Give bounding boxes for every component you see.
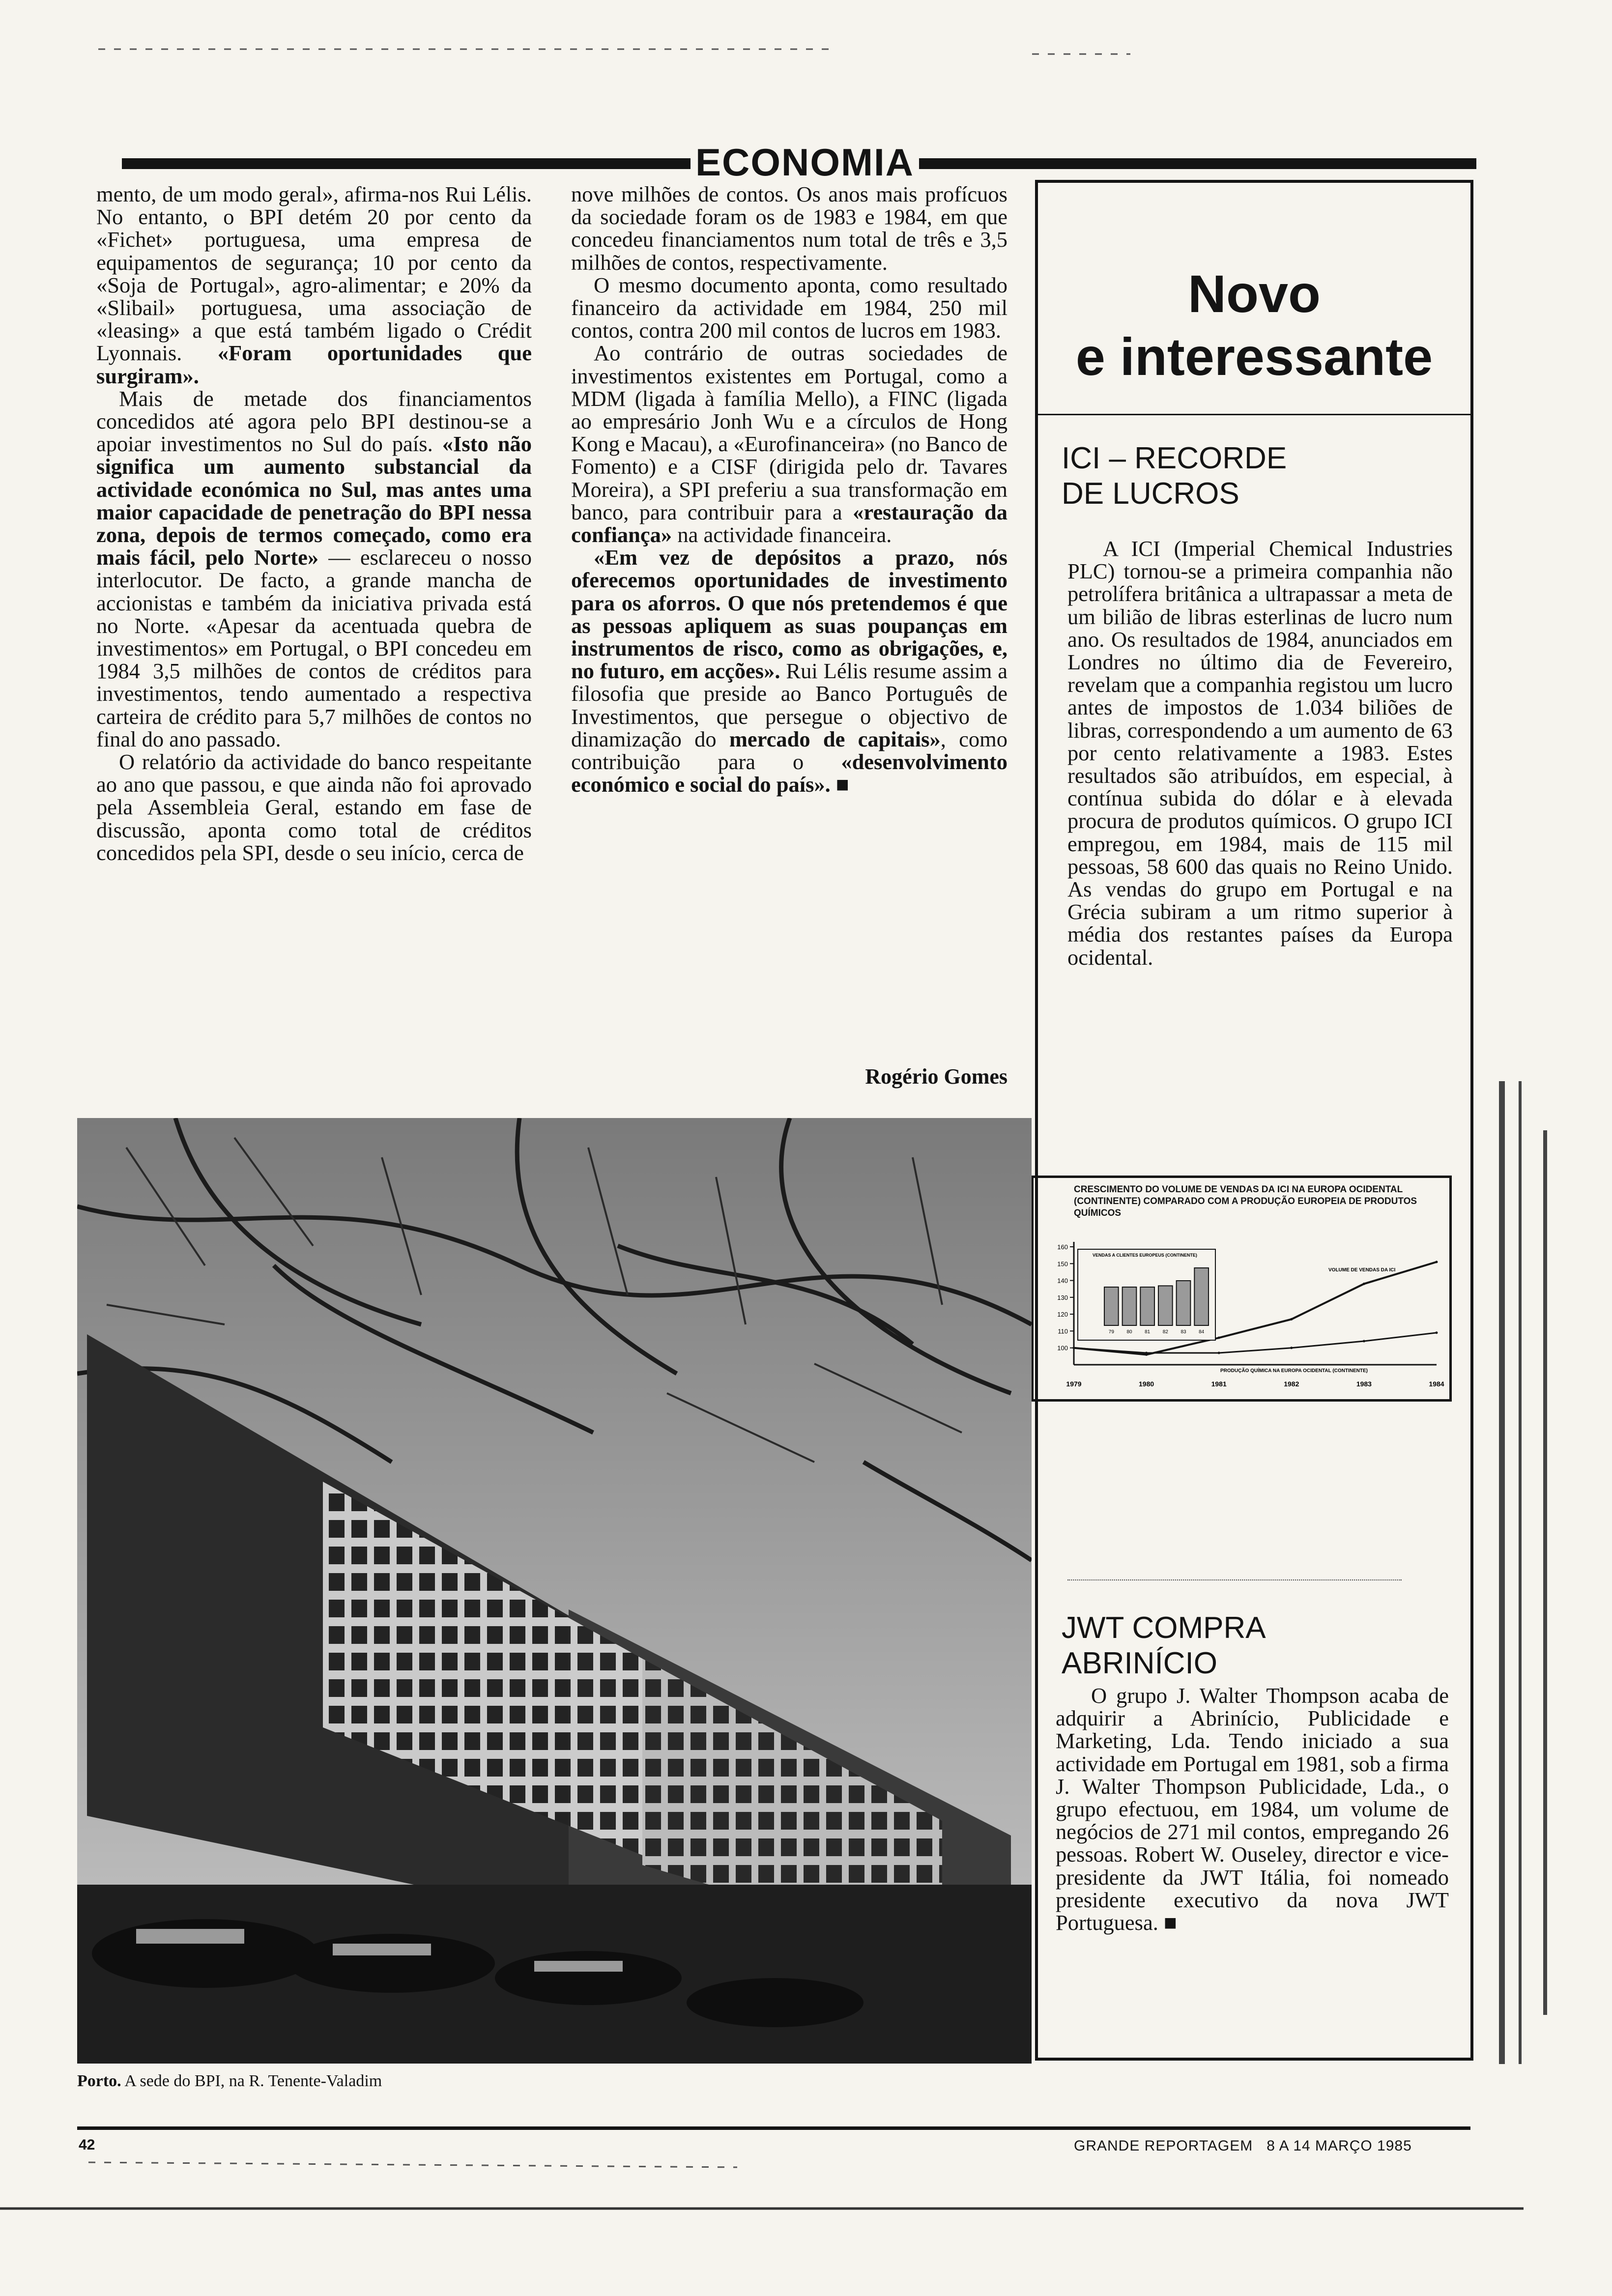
chart-point — [1363, 1340, 1365, 1343]
inset-title: VENDAS A CLIENTES EUROPEUS (CONTINENTE) — [1093, 1253, 1197, 1258]
sidebar-title-line2: e interessante — [1075, 327, 1433, 386]
article-paragraph — [96, 387, 532, 750]
chart-plot — [1034, 1178, 1449, 1399]
body-text: O relatório da actividade do banco respeitante ao ano que passou, e que ainda não foi aprovado pela Assembleia Geral, estando em fase de discussão, aponta como total de créditos concedidos pela SPI, desde o seu início, cerca de — [96, 749, 532, 865]
chart-series-label: PRODUÇÃO QUÍMICA NA EUROPA OCIDENTAL (CONTINENTE) — [1220, 1368, 1368, 1374]
photo-caption — [77, 2072, 382, 2091]
chart-y-tick-label: 160 — [1057, 1243, 1068, 1251]
article-paragraph — [571, 274, 1008, 342]
inset-bar — [1123, 1287, 1137, 1325]
sidebar-title-divider — [1038, 414, 1470, 415]
inset-bar — [1140, 1287, 1154, 1325]
chart-point — [1218, 1337, 1220, 1339]
chart-y-tick-label: 130 — [1057, 1293, 1068, 1301]
issue-date: 8 A 14 MARÇO 1985 — [1267, 2138, 1412, 2154]
inset-bar-label: 80 — [1126, 1329, 1132, 1335]
story2-headline-line1: JWT COMPRA — [1062, 1611, 1266, 1645]
chart-y-tick-label: 110 — [1058, 1327, 1068, 1335]
inset-bar — [1104, 1287, 1119, 1325]
chart-point — [1073, 1347, 1075, 1349]
emphasis-text: «desenvolvimento económico e social do país». — [571, 749, 1008, 797]
emphasis-text: «Isto não significa um aumento substancial da actividade económica no Sul, mas antes uma maior capacidade de penetração do BPI nessa zona, depois de termos começado, como era mais fácil, pelo Norte» — [96, 431, 532, 570]
header-rule-right — [904, 158, 1476, 169]
emphasis-text: «Em vez de depósitos a prazo, nós oferecemos oportunidades de investimento para os aforros. O que nós pretendemos é que as pessoas apliquem as suas poupanças em instrumentos de risco, como as obrigações, e, no futuro, em acções». — [571, 545, 1008, 684]
body-text: nove milhões de contos. Os anos mais profícuos da sociedade foram os de 1983 e 1984, em que concedeu financiamentos num total de três e 3,5 milhões de contos, respectivamente. — [571, 182, 1008, 275]
body-text: Ao contrário de outras sociedades de investimentos existentes em Portugal, como a MDM (ligada à família Mello), a FINC (ligada ao empresário Jonh Wu e a círculos de Hong Kong e Macau), a «Eurofinanceira» (no Banco de Fomento) e a CISF (dirigida pelo dr. Tavares Moreira), a SPI preferiu a sua transformação em banco, para contribuir para a — [571, 341, 1008, 524]
body-text: ■ — [830, 772, 849, 797]
chart-point — [1145, 1352, 1148, 1354]
inset-bar-label: 84 — [1199, 1329, 1205, 1335]
story2-body — [1056, 1684, 1449, 1934]
inset-bar-label: 79 — [1108, 1329, 1114, 1335]
emphasis-text: «Foram oportunidades que surgiram». — [96, 341, 532, 388]
body-text: mento, de um modo geral», afirma-nos Rui Lélis. No entanto, o BPI detém 20 por cento da «Fichet» portuguesa, uma empresa de equipamentos de segurança; 10 por cento da «Soja de Portugal», agro-alimentar; e 20% da «Slibail» portuguesa, uma associação de «leasing» a que está também ligado o Crédit Lyonnais. — [96, 182, 532, 366]
body-text: Mais de metade dos financiamentos concedidos até agora pelo BPI destinou-se a apoiar investimentos no Sul do país. — [96, 386, 532, 457]
story2-paragraph: O grupo J. Walter Thompson acaba de adquirir a Abrinício, Publicidade e Marketing, Lda. Tendo iniciado a sua actividade em Portugal em 1981, sob a firma J. Walter Thompson Publicidade, Lda., o grupo efectuou, em 1984, um volume de negócios de 271 mil contos, empregando 26 pessoas. Robert W. Ouseley, director e vice-presidente da JWT Itália, foi nomeado presidente executivo da nova JWT Portuguesa. ■ — [1056, 1683, 1449, 1935]
story1-headline-line1: ICI – RECORDE — [1062, 441, 1287, 475]
inset-bar-label: 82 — [1162, 1329, 1168, 1335]
article-paragraph — [96, 750, 532, 864]
body-text: na actividade financeira. — [672, 522, 892, 547]
sidebar-title-line1: Novo — [1188, 264, 1321, 323]
chart-point — [1436, 1261, 1438, 1263]
section-label: ECONOMIA — [691, 140, 919, 184]
article-column-2 — [571, 183, 1008, 796]
caption-place: Porto. — [77, 2072, 121, 2090]
chart-point — [1363, 1283, 1365, 1285]
article-column-1 — [96, 183, 532, 864]
chart-x-tick-label: 1984 — [1429, 1380, 1444, 1388]
chart-point — [1218, 1352, 1220, 1354]
chart-x-tick-label: 1983 — [1356, 1380, 1372, 1388]
building-photo — [77, 1118, 1032, 2064]
building-photo-image — [77, 1118, 1032, 2064]
article-paragraph — [96, 183, 532, 387]
inset-bar — [1158, 1286, 1173, 1325]
chart-y-tick-label: 150 — [1057, 1260, 1068, 1268]
chart-y-tick-label: 140 — [1057, 1277, 1068, 1285]
article-paragraph — [571, 546, 1008, 796]
story1-paragraph: A ICI (Imperial Chemical Industries PLC) tornou-se a primeira companhia não petrolífera britânica a ultrapassar a meta de um bilião de libras esterlinas de lucro num ano. Os resultados de 1984, anunciados em Londres no último dia de Fevereiro, revelam que a companhia registou um lucro antes de impostos de 1.034 biliões de libras, correspondendo a um aumento de 63 por cento relativamente a 1983. Estes resultados são atribuídos, em especial, à contínua subida do dólar e à elevada procura de produtos químicos. O grupo ICI empregou, em 1984, mais de 115 mil pessoas, 58 600 das quais no Reino Unido. As vendas do grupo em Portugal e na Grécia subiram a um ritmo superior à média dos restantes países da Europa ocidental. — [1067, 536, 1453, 970]
emphasis-text: «restauração da confiança» — [571, 499, 1008, 547]
article-paragraph — [571, 183, 1008, 274]
chart-point — [1290, 1318, 1293, 1320]
body-text: — esclareceu o nosso interlocutor. De facto, a grande mancha de accionistas e também da iniciativa privada está no Norte. «Apesar da acentuada quebra de investimentos» em Portugal, o BPI concedeu em 1984 3,5 milhões de contos de créditos para investimentos, tendo aumentado a respectiva carteira de crédito para 5,7 milhões de contos no final do ano passado. — [96, 545, 532, 751]
header-rule-left — [122, 158, 692, 169]
emphasis-text: mercado de capitais» — [729, 726, 941, 751]
chart-x-tick-label: 1981 — [1211, 1380, 1227, 1388]
publication-name: GRANDE REPORTAGEM — [1074, 2138, 1253, 2154]
chart-point — [1436, 1331, 1438, 1334]
chart-series-label: VOLUME DE VENDAS DA ICI — [1328, 1267, 1396, 1273]
story1-headline-line2: DE LUCROS — [1062, 477, 1239, 511]
sidebar-box — [1035, 180, 1473, 2061]
chart-x-tick-label: 1982 — [1284, 1380, 1299, 1388]
chart-y-tick-label: 100 — [1057, 1344, 1068, 1352]
caption-text: A sede do BPI, na R. Tenente-Valadim — [121, 2072, 382, 2090]
body-text: O mesmo documento aponta, como resultado financeiro da actividade em 1984, 250 mil contos, contra 200 mil contos de lucros em 1983. — [571, 272, 1008, 343]
story1-body — [1067, 537, 1453, 969]
story2-divider — [1067, 1579, 1402, 1580]
chart-title: CRESCIMENTO DO VOLUME DE VENDAS DA ICI NA EUROPA OCIDENTAL (CONTINENTE) COMPARADO COM A PRODUÇÃO EUROPEIA DE PRODUTOS QUÍMICOS — [1074, 1184, 1417, 1218]
chart-point — [1290, 1347, 1293, 1349]
chart-x-tick-label: 1980 — [1139, 1380, 1154, 1388]
body-text: , como contribuição para o — [571, 726, 1008, 775]
chart-x-tick-label: 1979 — [1066, 1380, 1082, 1388]
inset-bar-label: 83 — [1180, 1329, 1186, 1335]
article-paragraph — [571, 342, 1008, 546]
chart-y-tick-label: 120 — [1057, 1311, 1068, 1319]
footer-rule — [77, 2126, 1470, 2130]
story2-headline-line2: ABRINÍCIO — [1062, 1646, 1217, 1680]
footer-publication — [1074, 2138, 1412, 2154]
inset-bar-label: 81 — [1145, 1329, 1151, 1335]
sales-chart — [1031, 1176, 1452, 1402]
inset-bar — [1194, 1268, 1209, 1325]
page-number: 42 — [79, 2137, 95, 2153]
byline: Rogério Gomes — [865, 1064, 1008, 1089]
body-text: Rui Lélis resume assim a filosofia que preside ao Banco Português de Investimentos, que persegue o objectivo de dinamização do — [571, 659, 1008, 751]
inset-bar — [1177, 1281, 1191, 1325]
